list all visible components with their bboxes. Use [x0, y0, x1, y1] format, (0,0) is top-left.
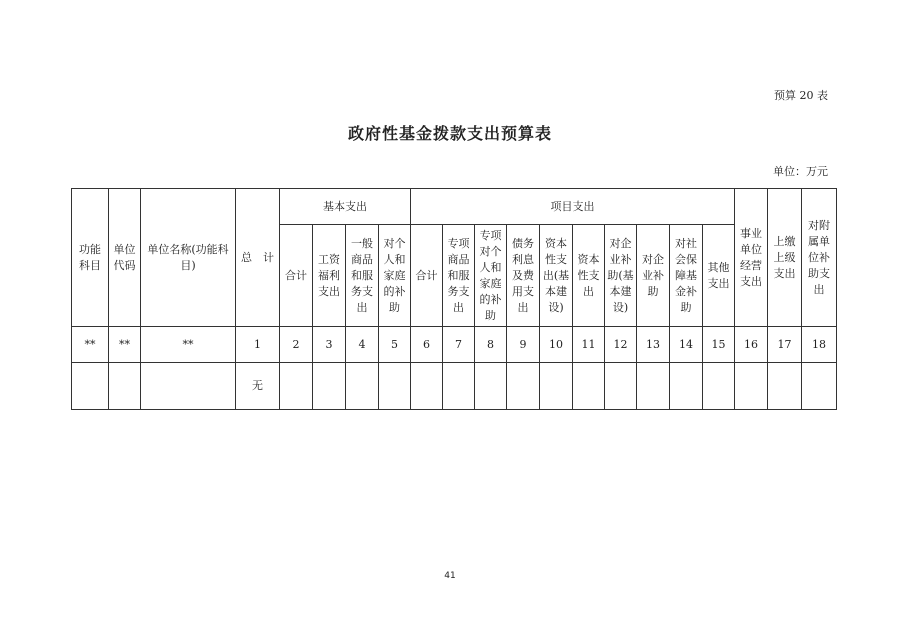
index-number: 11 — [573, 327, 605, 363]
data-cell — [379, 363, 411, 410]
header-project-sub: 专项对个人和家庭的补助 — [475, 225, 507, 327]
header-project-sub: 资本性支出(基本建设) — [540, 225, 573, 327]
index-number: 12 — [605, 327, 637, 363]
data-cell — [411, 363, 443, 410]
index-mark: ** — [141, 327, 236, 363]
data-cell — [141, 363, 236, 410]
header-affiliate-subsidy: 对附属单位补助支出 — [802, 189, 837, 327]
data-cell — [637, 363, 670, 410]
header-basic-expenditure: 基本支出 — [280, 189, 411, 225]
document-title: 政府性基金拨款支出预算表 — [347, 124, 552, 143]
header-project-sub: 其他支出 — [703, 225, 735, 327]
data-cell — [507, 363, 540, 410]
page-number: 41 — [444, 571, 456, 581]
header-basic-sub: 对个人和家庭的补助 — [379, 225, 411, 327]
index-number: 6 — [411, 327, 443, 363]
index-number: 9 — [507, 327, 540, 363]
data-cell — [475, 363, 507, 410]
header-higher-level-expenditure: 上缴上级支出 — [768, 189, 802, 327]
header-project-sub: 债务利息及费用支出 — [507, 225, 540, 327]
header-unit-name: 单位名称(功能科目) — [141, 189, 236, 327]
header-project-sub: 合计 — [411, 225, 443, 327]
index-number: 13 — [637, 327, 670, 363]
index-mark: ** — [109, 327, 141, 363]
data-cell — [735, 363, 768, 410]
data-cell — [703, 363, 735, 410]
index-number: 15 — [703, 327, 735, 363]
data-cell — [280, 363, 313, 410]
data-row — [72, 363, 837, 410]
header-func-subject: 功能科目 — [72, 189, 109, 327]
data-cell — [802, 363, 837, 410]
data-cell — [768, 363, 802, 410]
index-number: 7 — [443, 327, 475, 363]
data-cell — [109, 363, 141, 410]
header-unit-code: 单位代码 — [109, 189, 141, 327]
index-number: 17 — [768, 327, 802, 363]
index-number: 8 — [475, 327, 507, 363]
index-number: 2 — [280, 327, 313, 363]
data-total-cell: 无 — [236, 363, 280, 410]
header-basic-sub: 合计 — [280, 225, 313, 327]
header-project-sub: 对企业补助 — [637, 225, 670, 327]
header-total: 总 计 — [236, 189, 280, 327]
data-cell — [605, 363, 637, 410]
header-project-expenditure: 项目支出 — [411, 189, 735, 225]
header-basic-sub: 一般商品和服务支出 — [346, 225, 379, 327]
index-number: 1 — [236, 327, 280, 363]
budget-table — [71, 188, 837, 410]
index-number: 5 — [379, 327, 411, 363]
index-number: 10 — [540, 327, 573, 363]
index-number: 4 — [346, 327, 379, 363]
data-cell — [540, 363, 573, 410]
data-cell — [443, 363, 475, 410]
data-cell — [346, 363, 379, 410]
header-project-sub: 专项商品和服务支出 — [443, 225, 475, 327]
index-row — [72, 327, 837, 363]
index-number: 18 — [802, 327, 837, 363]
unit-label: 单位：万元 — [773, 165, 828, 178]
data-cell — [573, 363, 605, 410]
header-operation-expenditure: 事业单位经营支出 — [735, 189, 768, 327]
index-mark: ** — [72, 327, 109, 363]
data-cell — [72, 363, 109, 410]
table-number: 预算 20 表 — [774, 89, 828, 102]
data-cell — [670, 363, 703, 410]
header-basic-sub: 工资福利支出 — [313, 225, 346, 327]
header-project-sub: 对企业补助(基本建设) — [605, 225, 637, 327]
header-project-sub: 对社会保障基金补助 — [670, 225, 703, 327]
index-number: 14 — [670, 327, 703, 363]
index-number: 3 — [313, 327, 346, 363]
index-number: 16 — [735, 327, 768, 363]
header-project-sub: 资本性支出 — [573, 225, 605, 327]
header-row-1 — [72, 189, 837, 225]
data-cell — [313, 363, 346, 410]
